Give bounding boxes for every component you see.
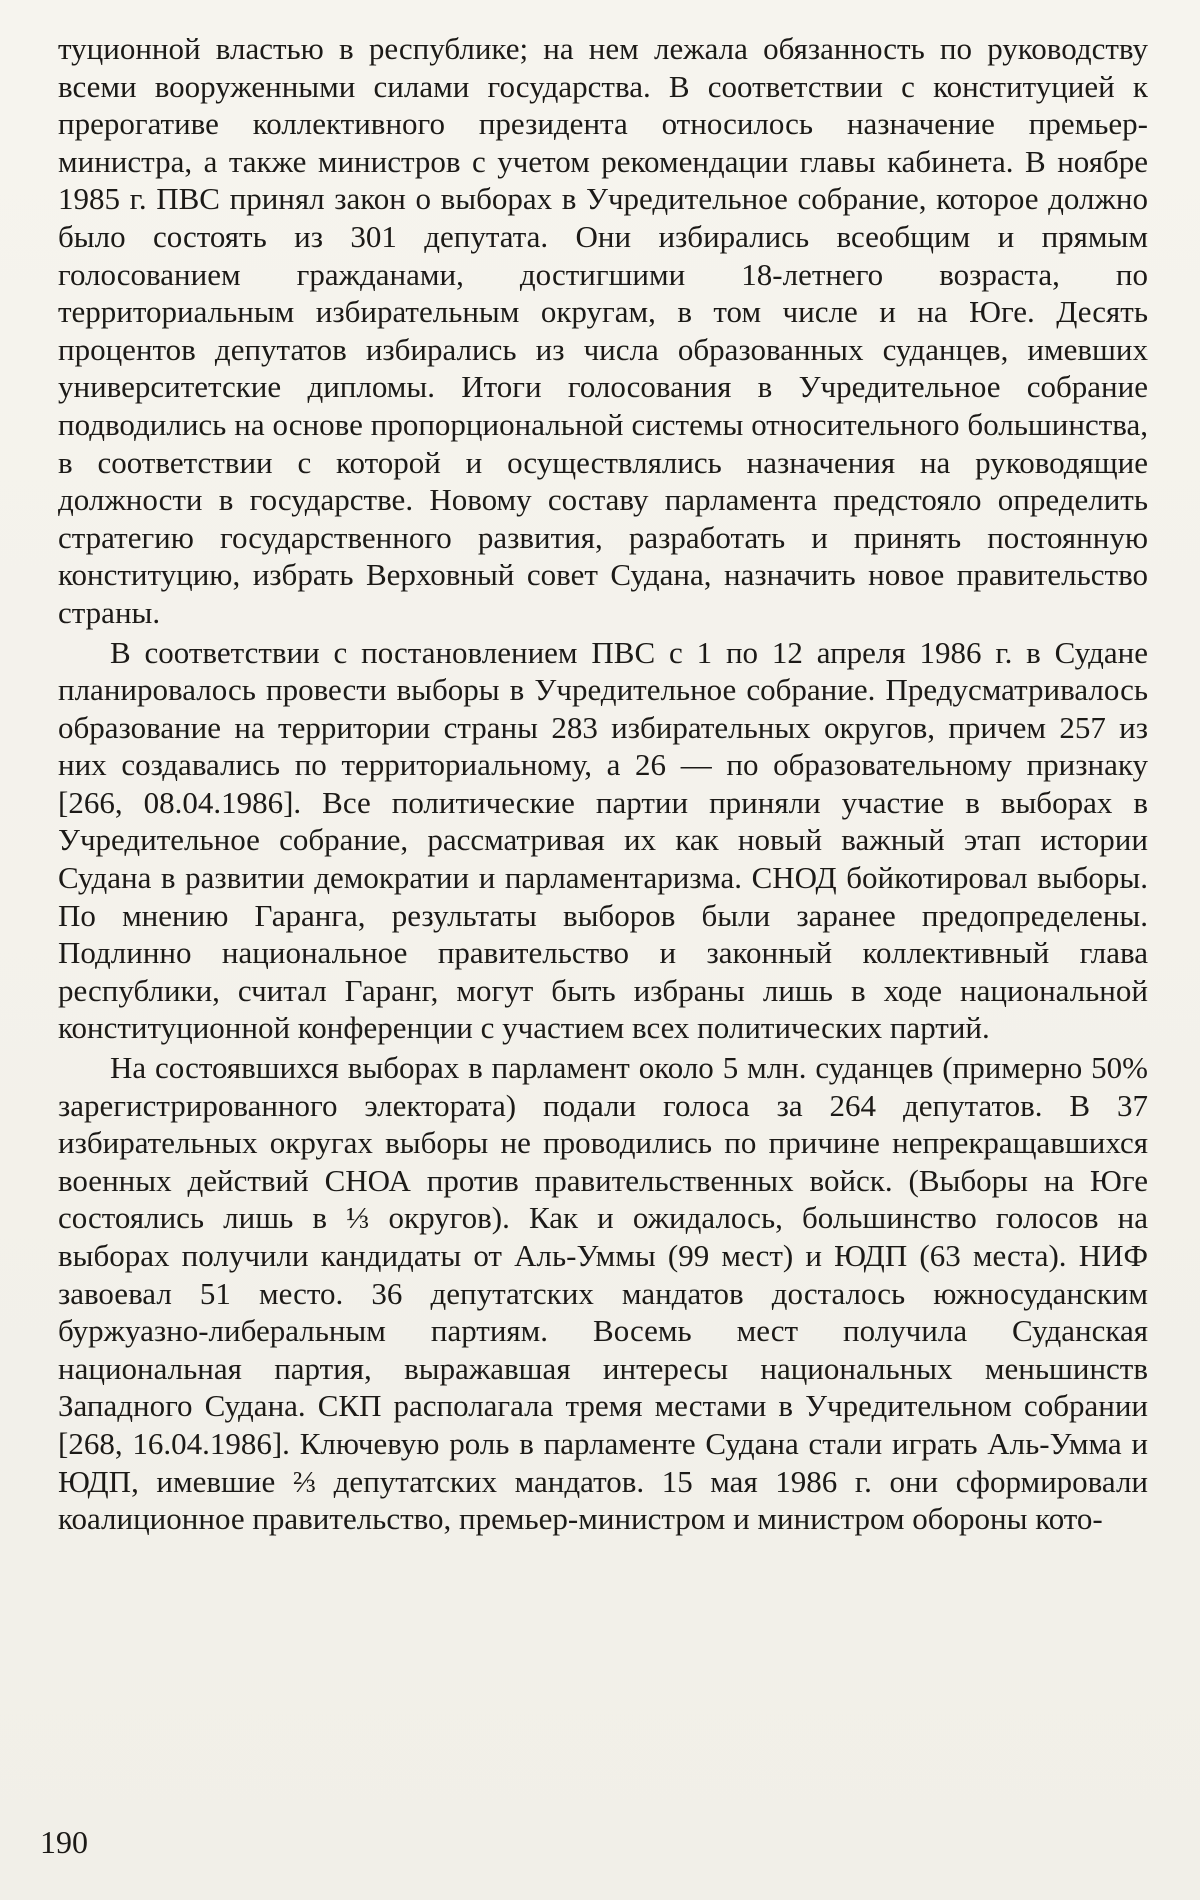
paragraph-continuation: туционной властью в республике; на нем лежала обязанность по руководству всеми вооруженными силами государства. В соответствии с конституцией к прерогативе коллективного президента относилось назначение премьер-министра, а также министров с учетом рекомендации главы кабинета. В ноябре 1985 г. ПВС принял закон о выборах в Учредительное собрание, которое должно было состоять из 301 депутата. Они избирались всеобщим и прямым голосованием гражданами, достигшими 18-летнего возраста, по территориальным избирательным округам, в том числе и на Юге. Десять процентов депутатов избирались из числа образованных суданцев, имевших университетские дипломы. Итоги голосования в Учредительное собрание подводились на основе пропорциональной системы относительного большинства, в соответствии с которой и осуществлялись назначения на руководящие должности в государстве. Новому составу парламента предстояло определить стратегию государственного развития, разработать и принять постоянную конституцию, избрать Верховный совет Судана, назначить новое правительство страны. — [58, 31, 1148, 630]
paragraph-elections-plan: В соответствии с постановлением ПВС с 1 по 12 апреля 1986 г. в Судане планировалось провести выборы в Учредительное собрание. Предусматривалось образование на территории страны 283 избирательных округов, причем 257 из них создавались по территориальному, а 26 — по образовательному признаку [266, 08.04.1986]. Все политические партии приняли участие в выборах в Учредительное собрание, рассматривая их как новый важный этап истории Судана в развитии демократии и парламентаризма. СНОД бойкотировал выборы. По мнению Гаранга, результаты выборов были заранее предопределены. Подлинно национальное правительство и законный коллективный глава республики, считал Гаранг, могут быть избраны лишь в ходе национальной конституционной конференции с участием всех политических партий. — [58, 634, 1148, 1046]
body-text — [58, 30, 1148, 1538]
page-number: 190 — [40, 1824, 88, 1860]
paragraph-election-results: На состоявшихся выборах в парламент около 5 млн. суданцев (примерно 50% зарегистрированного электората) подали голоса за 264 депутатов. В 37 избирательных округах выборы не проводились по причине непрекращавшихся военных действий СНОА против правительственных войск. (Выборы на Юге состоялись лишь в ⅓ округов). Как и ожидалось, большинство голосов на выборах получили кандидаты от Аль-Уммы (99 мест) и ЮДП (63 места). НИФ завоевал 51 место. 36 депутатских мандатов досталось южносуданским буржуазно-либеральным партиям. Восемь мест получила Суданская национальная партия, выражавшая интересы национальных меньшинств Западного Судана. СКП располагала тремя местами в Учредительном собрании [268, 16.04.1986]. Ключевую роль в парламенте Судана стали играть Аль-Умма и ЮДП, имевшие ⅔ депутатских мандатов. 15 мая 1986 г. они сформировали коалиционное правительство, премьер-министром и министром обороны кото- — [58, 1050, 1148, 1537]
